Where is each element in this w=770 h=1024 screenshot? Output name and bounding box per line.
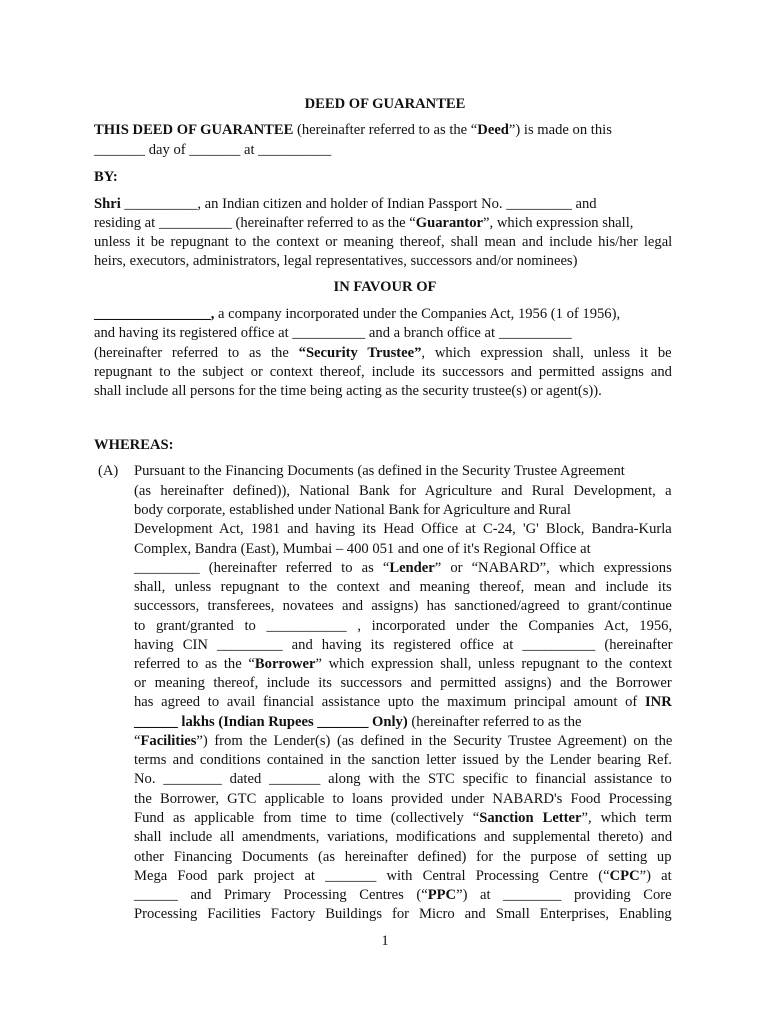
by-heading: BY: xyxy=(94,169,118,185)
trustee-line-2: and having its registered office at __________ and a branch office at __________ xyxy=(94,325,572,341)
trustee-line-4: repugnant to the subject or context thereof, include its successors and permitted assigns and xyxy=(94,364,672,380)
page-number: 1 xyxy=(381,933,389,949)
clause-a-line-8: successors, transferees, novatees and assigns) has sanctioned/agreed to grant/continue xyxy=(134,598,672,614)
document-title: DEED OF GUARANTEE xyxy=(304,96,466,112)
trustee-line-3: (hereinafter referred to as the “Security Trustee”, which expression shall, unless it be xyxy=(94,345,672,361)
clause-a-line-6: _________ (hereinafter referred to as “Lender” or “NABARD”, which expressions xyxy=(134,560,672,576)
clause-a-line-17: No. ________ dated _______ along with the STC specific to financial assistance to xyxy=(134,771,672,787)
trustee-line-1: ________________, a company incorporated under the Companies Act, 1956 (1 of 1956), xyxy=(94,306,621,322)
clause-a-line-14: ______ lakhs (Indian Rupees _______ Only) (hereinafter referred to as the xyxy=(134,714,582,730)
clause-a-line-10: having CIN _________ and having its registered office at __________ (hereinafter xyxy=(134,637,673,653)
clause-a-label: (A) xyxy=(98,463,119,479)
clause-a-line-2: (as hereinafter defined)), National Bank for Agriculture and Rural Development, a xyxy=(134,483,672,499)
guarantor-line-2: residing at __________ (hereinafter referred to as the “Guarantor”, which expression shall, xyxy=(94,215,634,231)
clause-a-line-19: Fund as applicable from time to time (collectively “Sanction Letter”, which term xyxy=(134,810,673,826)
clause-a-line-21: other Financing Documents (as hereinafter defined) for the purpose of setting up xyxy=(134,849,672,865)
clause-a-line-9: to grant/granted to ___________ , incorporated under the Companies Act, 1956, xyxy=(134,618,673,634)
clause-a-line-20: shall include all amendments, variations, modifications and supplemental thereto) and xyxy=(134,829,673,845)
clause-a-line-13: has agreed to avail financial assistance upto the maximum principal amount of INR xyxy=(134,694,672,710)
favour-heading: IN FAVOUR OF xyxy=(333,279,437,295)
whereas-heading: WHEREAS: xyxy=(94,437,174,453)
clause-a-line-18: the Borrower, GTC applicable to loans provided under NABARD's Food Processing xyxy=(134,791,672,807)
clause-a-line-4: Development Act, 1981 and having its Head Office at C-24, 'G' Block, Bandra-Kurla xyxy=(134,521,672,537)
guarantor-line-4: heirs, executors, administrators, legal representatives, successors and/or nominees) xyxy=(94,253,578,269)
clause-a-line-16: terms and conditions contained in the sanction letter issued by the Lender bearing Ref. xyxy=(134,752,672,768)
clause-a-line-1: Pursuant to the Financing Documents (as defined in the Security Trustee Agreement xyxy=(134,463,625,479)
clause-a-line-15: “Facilities”) from the Lender(s) (as defined in the Security Trustee Agreement) on the xyxy=(134,733,673,749)
trustee-line-5: shall include all persons for the time being acting as the security trustee(s) or agent(s)). xyxy=(94,383,602,399)
clause-a-line-3: body corporate, established under National Bank for Agriculture and Rural xyxy=(134,502,571,518)
clause-a-line-24: Processing Facilities Factory Buildings for Micro and Small Enterprises, Enabling xyxy=(134,906,672,922)
intro-line-1 xyxy=(94,121,672,139)
clause-a-line-22: Mega Food park project at _______ with Central Processing Centre (“CPC”) at xyxy=(134,868,672,884)
clause-a-line-23: ______ and Primary Processing Centres (“PPC”) at ________ providing Core xyxy=(134,887,672,903)
clause-a-line-11: referred to as the “Borrower” which expression shall, unless repugnant to the context xyxy=(134,656,673,672)
clause-a-line-7: shall, unless repugnant to the context and meaning thereof, mean and include its xyxy=(134,579,672,595)
clause-a-line-5: Complex, Bandra (East), Mumbai – 400 051 and one of it's Regional Office at xyxy=(134,541,591,557)
intro-line-2: _______ day of _______ at __________ xyxy=(94,142,332,158)
guarantor-line-1: Shri __________, an Indian citizen and holder of Indian Passport No. _________ and xyxy=(94,196,597,212)
clause-a-line-12: or meaning thereof, include its successors and permitted assigns) and the Borrower xyxy=(134,675,672,691)
guarantor-line-3: unless it be repugnant to the context or meaning thereof, shall mean and include his/her legal xyxy=(94,234,673,250)
intro-text: THIS DEED OF GUARANTEE (hereinafter referred to as the “Deed”) is made on this xyxy=(94,122,612,138)
